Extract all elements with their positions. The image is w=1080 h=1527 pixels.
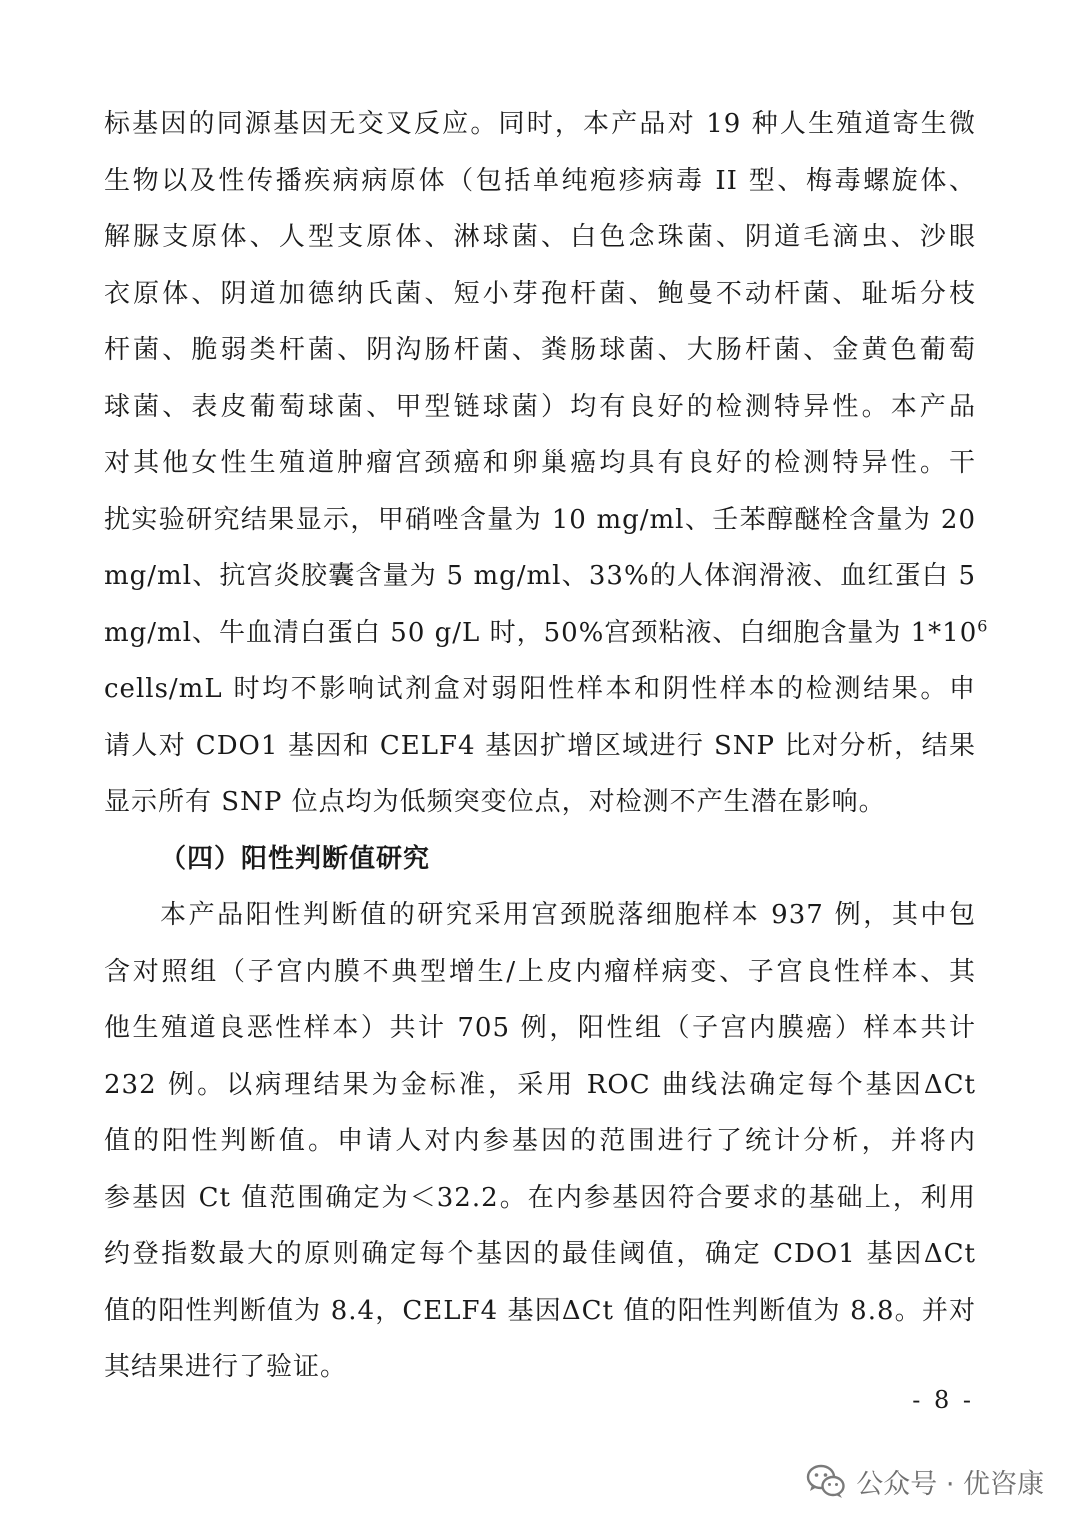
text-line: 衣原体、阴道加德纳氏菌、短小芽孢杆菌、鲍曼不动杆菌、耻垢分枝 xyxy=(104,278,976,309)
text-line: 值的阳性判断值为 8.4，CELF4 基因ΔCt 值的阳性判断值为 8.8。并对 xyxy=(104,1295,976,1326)
watermark-text: 公众号 · 优咨康 xyxy=(856,1468,1044,1500)
text-line: 他生殖道良恶性样本）共计 705 例，阳性组（子宫内膜癌）样本共计 xyxy=(104,1013,976,1043)
document-body xyxy=(104,96,989,1396)
text-line: 请人对 CDO1 基因和 CELF4 基因扩增区域进行 SNP 比对分析，结果 xyxy=(104,730,976,761)
text-line-main: mg/ml、牛血清白蛋白 50 g/L 时，50%宫颈粘液、白细胞含量为 1*10 xyxy=(104,617,978,648)
text-line: cells/mL 时均不影响试剂盒对弱阳性样本和阴性样本的检测结果。申 xyxy=(104,674,976,704)
text-line-with-superscript xyxy=(104,605,989,662)
text-line: 232 例。以病理结果为金标准，采用 ROC 曲线法确定每个基因ΔCt xyxy=(104,1069,976,1100)
paragraph-positive-cutoff xyxy=(104,887,976,1396)
section-heading: （四）阳性判断值研究 xyxy=(160,843,431,874)
text-line: 值的阳性判断值。申请人对内参基因的范围进行了统计分析，并将内 xyxy=(104,1126,976,1156)
text-line: 杆菌、脆弱类杆菌、阴沟肠杆菌、粪肠球菌、大肠杆菌、金黄色葡萄 xyxy=(104,335,976,365)
paragraph-specificity xyxy=(104,96,989,831)
text-line: 显示所有 SNP 位点均为低频突变位点，对检测不产生潜在影响。 xyxy=(104,787,886,817)
text-line: 扰实验研究结果显示，甲硝唑含量为 10 mg/ml、壬苯醇醚栓含量为 20 xyxy=(104,504,976,535)
text-line: 解脲支原体、人型支原体、淋球菌、白色念珠菌、阴道毛滴虫、沙眼 xyxy=(104,222,976,252)
text-line: 对其他女性生殖道肿瘤宫颈癌和卵巢癌均具有良好的检测特异性。干 xyxy=(104,448,976,478)
text-line: 生物以及性传播疾病病原体（包括单纯疱疹病毒 II 型、梅毒螺旋体、 xyxy=(104,165,976,196)
text-line: 标基因的同源基因无交叉反应。同时，本产品对 19 种人生殖道寄生微 xyxy=(104,109,976,139)
text-line: 含对照组（子宫内膜不典型增生/上皮内瘤样病变、子宫良性样本、其 xyxy=(104,956,976,987)
page-number: - 8 - xyxy=(912,1386,974,1414)
text-line: 本产品阳性判断值的研究采用宫颈脱落细胞样本 937 例，其中包 xyxy=(160,900,976,930)
text-line: 其结果进行了验证。 xyxy=(104,1352,348,1382)
text-line: 参基因 Ct 值范围确定为＜32.2。在内参基因符合要求的基础上，利用 xyxy=(104,1182,976,1213)
text-line: 约登指数最大的原则确定每个基因的最佳阈值，确定 CDO1 基因ΔCt xyxy=(104,1239,976,1269)
wechat-icon xyxy=(806,1463,846,1499)
superscript-exponent: 6 xyxy=(977,615,989,635)
text-line: mg/ml、抗宫炎胶囊含量为 5 mg/ml、33%的人体润滑液、血红蛋白 5 xyxy=(104,561,976,591)
watermark xyxy=(806,1455,1044,1507)
text-line: 球菌、表皮葡萄球菌、甲型链球菌）均有良好的检测特异性。本产品 xyxy=(104,391,976,422)
